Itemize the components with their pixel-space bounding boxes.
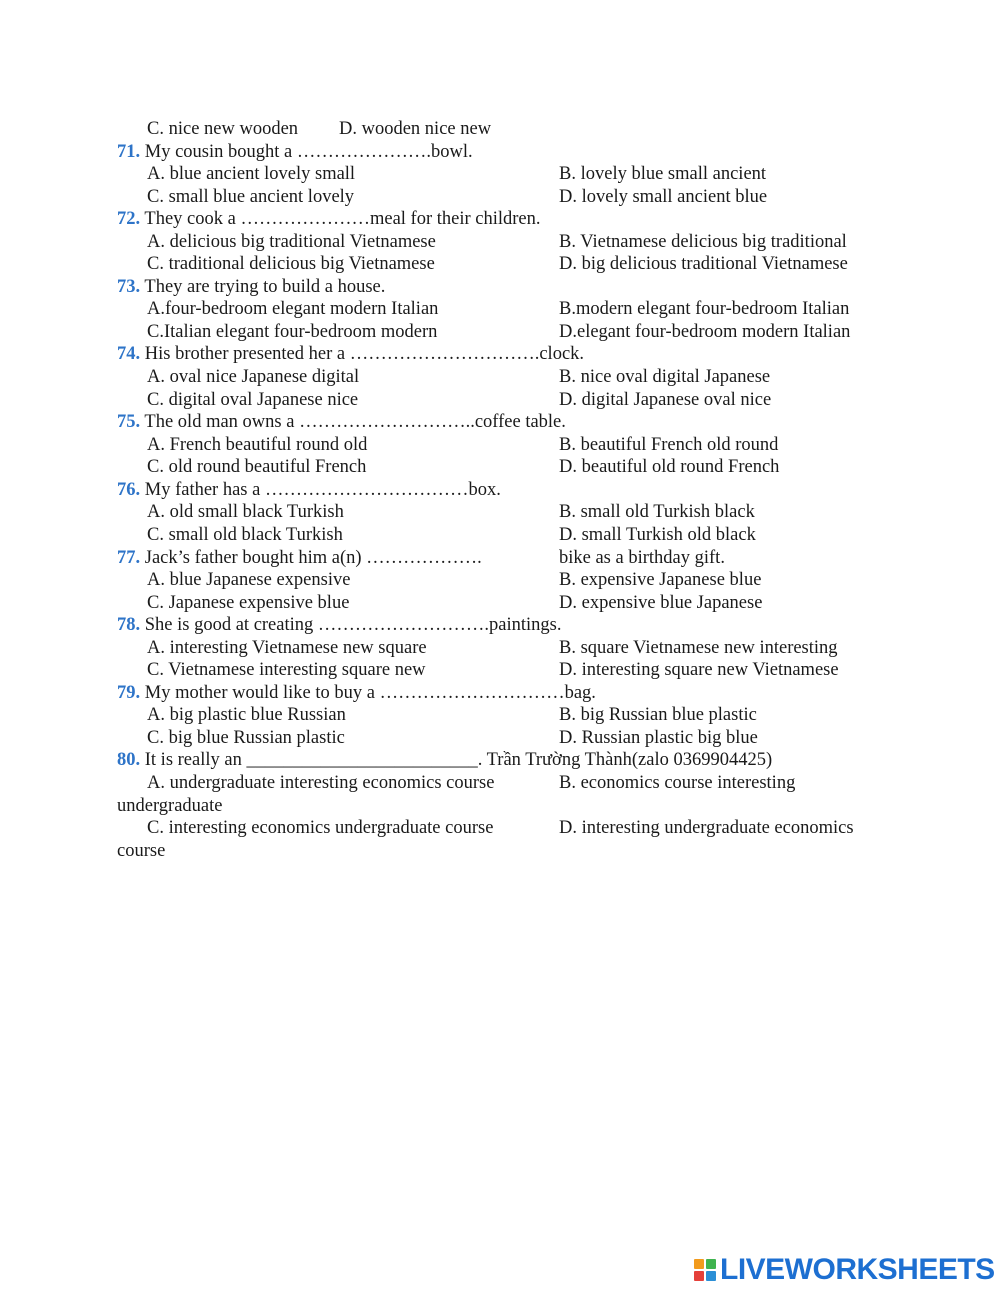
question-stem-continued: bike as a birthday gift. xyxy=(559,548,725,568)
option-a[interactable]: A. interesting Vietnamese new square xyxy=(147,638,427,658)
question-stem: My father has a ……………………………box. xyxy=(144,480,501,500)
question-73 xyxy=(117,276,385,298)
question-stem: His brother presented her a ………………………….clock. xyxy=(144,344,585,364)
question-79 xyxy=(117,682,596,704)
option-a[interactable]: A. blue ancient lovely small xyxy=(147,164,356,184)
question-stem: She is good at creating ……………………….paintings. xyxy=(144,615,562,635)
option-a[interactable]: A. delicious big traditional Vietnamese xyxy=(147,232,436,252)
option-c[interactable]: C. Vietnamese interesting square new xyxy=(147,660,426,680)
question-number: 79. xyxy=(117,683,141,703)
question-80 xyxy=(117,749,772,771)
option-b[interactable]: B. small old Turkish black xyxy=(559,502,755,522)
question-number: 71. xyxy=(117,142,141,162)
question-number: 72. xyxy=(117,209,141,229)
question-number: 75. xyxy=(117,412,141,432)
logo-tile xyxy=(694,1271,704,1281)
option-d[interactable]: D. small Turkish old black xyxy=(559,525,756,545)
option-a[interactable]: A. oval nice Japanese digital xyxy=(147,367,360,387)
option-a[interactable]: A. blue Japanese expensive xyxy=(147,570,351,590)
option-c[interactable]: C. small old black Turkish xyxy=(147,525,343,545)
question-number: 80. xyxy=(117,750,141,770)
logo-tile xyxy=(694,1259,704,1269)
question-number: 77. xyxy=(117,548,141,568)
question-72 xyxy=(117,208,541,230)
question-stem: The old man owns a ………………………..coffee table. xyxy=(144,412,566,432)
option-b[interactable]: B. Vietnamese delicious big traditional xyxy=(559,232,847,252)
option-b[interactable]: B. nice oval digital Japanese xyxy=(559,367,771,387)
option-b[interactable]: B.modern elegant four-bedroom Italian xyxy=(559,299,850,319)
option-a[interactable]: A. undergraduate interesting economics course xyxy=(147,773,495,793)
option-d[interactable]: D. digital Japanese oval nice xyxy=(559,390,772,410)
option-c[interactable]: C.Italian elegant four-bedroom modern xyxy=(147,322,438,342)
question-77 xyxy=(117,547,482,569)
option-c[interactable]: C. big blue Russian plastic xyxy=(147,728,345,748)
option-d[interactable]: D. lovely small ancient blue xyxy=(559,187,768,207)
question-71 xyxy=(117,141,473,163)
option-d[interactable]: D.elegant four-bedroom modern Italian xyxy=(559,322,851,342)
logo-tile xyxy=(706,1271,716,1281)
option-a[interactable]: A. old small black Turkish xyxy=(147,502,344,522)
option-d[interactable]: D. interesting undergraduate economics xyxy=(559,818,854,838)
question-stem: It is really an _________________________. Trần Trường Thành(zalo 0369904425) xyxy=(144,750,773,770)
option-b[interactable]: B. big Russian blue plastic xyxy=(559,705,757,725)
question-76 xyxy=(117,479,501,501)
option-d[interactable]: D. Russian plastic big blue xyxy=(559,728,758,748)
option-d-wrap: course xyxy=(117,841,166,861)
question-stem: My cousin bought a ………………….bowl. xyxy=(144,142,473,162)
option-d-prev: D. wooden nice new xyxy=(339,119,492,139)
option-d[interactable]: D. interesting square new Vietnamese xyxy=(559,660,839,680)
option-a[interactable]: A.four-bedroom elegant modern Italian xyxy=(147,299,439,319)
question-number: 73. xyxy=(117,277,141,297)
option-b[interactable]: B. lovely blue small ancient xyxy=(559,164,767,184)
option-d[interactable]: D. big delicious traditional Vietnamese xyxy=(559,254,848,274)
option-c-prev: C. nice new wooden xyxy=(147,119,299,139)
option-c[interactable]: C. small blue ancient lovely xyxy=(147,187,355,207)
option-d[interactable]: D. beautiful old round French xyxy=(559,457,780,477)
question-stem: My mother would like to buy a …………………………bag. xyxy=(144,683,596,703)
question-75 xyxy=(117,411,566,433)
option-c[interactable]: C. traditional delicious big Vietnamese xyxy=(147,254,435,274)
option-c[interactable]: C. Japanese expensive blue xyxy=(147,593,350,613)
option-a[interactable]: A. big plastic blue Russian xyxy=(147,705,346,725)
option-b[interactable]: B. expensive Japanese blue xyxy=(559,570,762,590)
question-stem: They are trying to build a house. xyxy=(144,277,386,297)
option-c[interactable]: C. interesting economics undergraduate course xyxy=(147,818,494,838)
option-a[interactable]: A. French beautiful round old xyxy=(147,435,368,455)
option-b[interactable]: B. square Vietnamese new interesting xyxy=(559,638,838,658)
question-number: 76. xyxy=(117,480,141,500)
logo-icon xyxy=(694,1259,716,1281)
option-d[interactable]: D. expensive blue Japanese xyxy=(559,593,763,613)
option-b[interactable]: B. beautiful French old round xyxy=(559,435,779,455)
question-number: 74. xyxy=(117,344,141,364)
question-74 xyxy=(117,343,584,365)
question-78 xyxy=(117,614,561,636)
option-c[interactable]: C. digital oval Japanese nice xyxy=(147,390,359,410)
liveworksheets-logo[interactable] xyxy=(694,1253,995,1286)
option-c[interactable]: C. old round beautiful French xyxy=(147,457,367,477)
logo-text: LIVEWORKSHEETS xyxy=(720,1253,995,1286)
question-number: 78. xyxy=(117,615,141,635)
logo-tile xyxy=(706,1259,716,1269)
question-stem: Jack’s father bought him a(n) ………………. xyxy=(144,548,482,568)
question-stem: They cook a …………………meal for their children. xyxy=(144,209,541,229)
option-b[interactable]: B. economics course interesting xyxy=(559,773,796,793)
option-b-wrap: undergraduate xyxy=(117,796,223,816)
